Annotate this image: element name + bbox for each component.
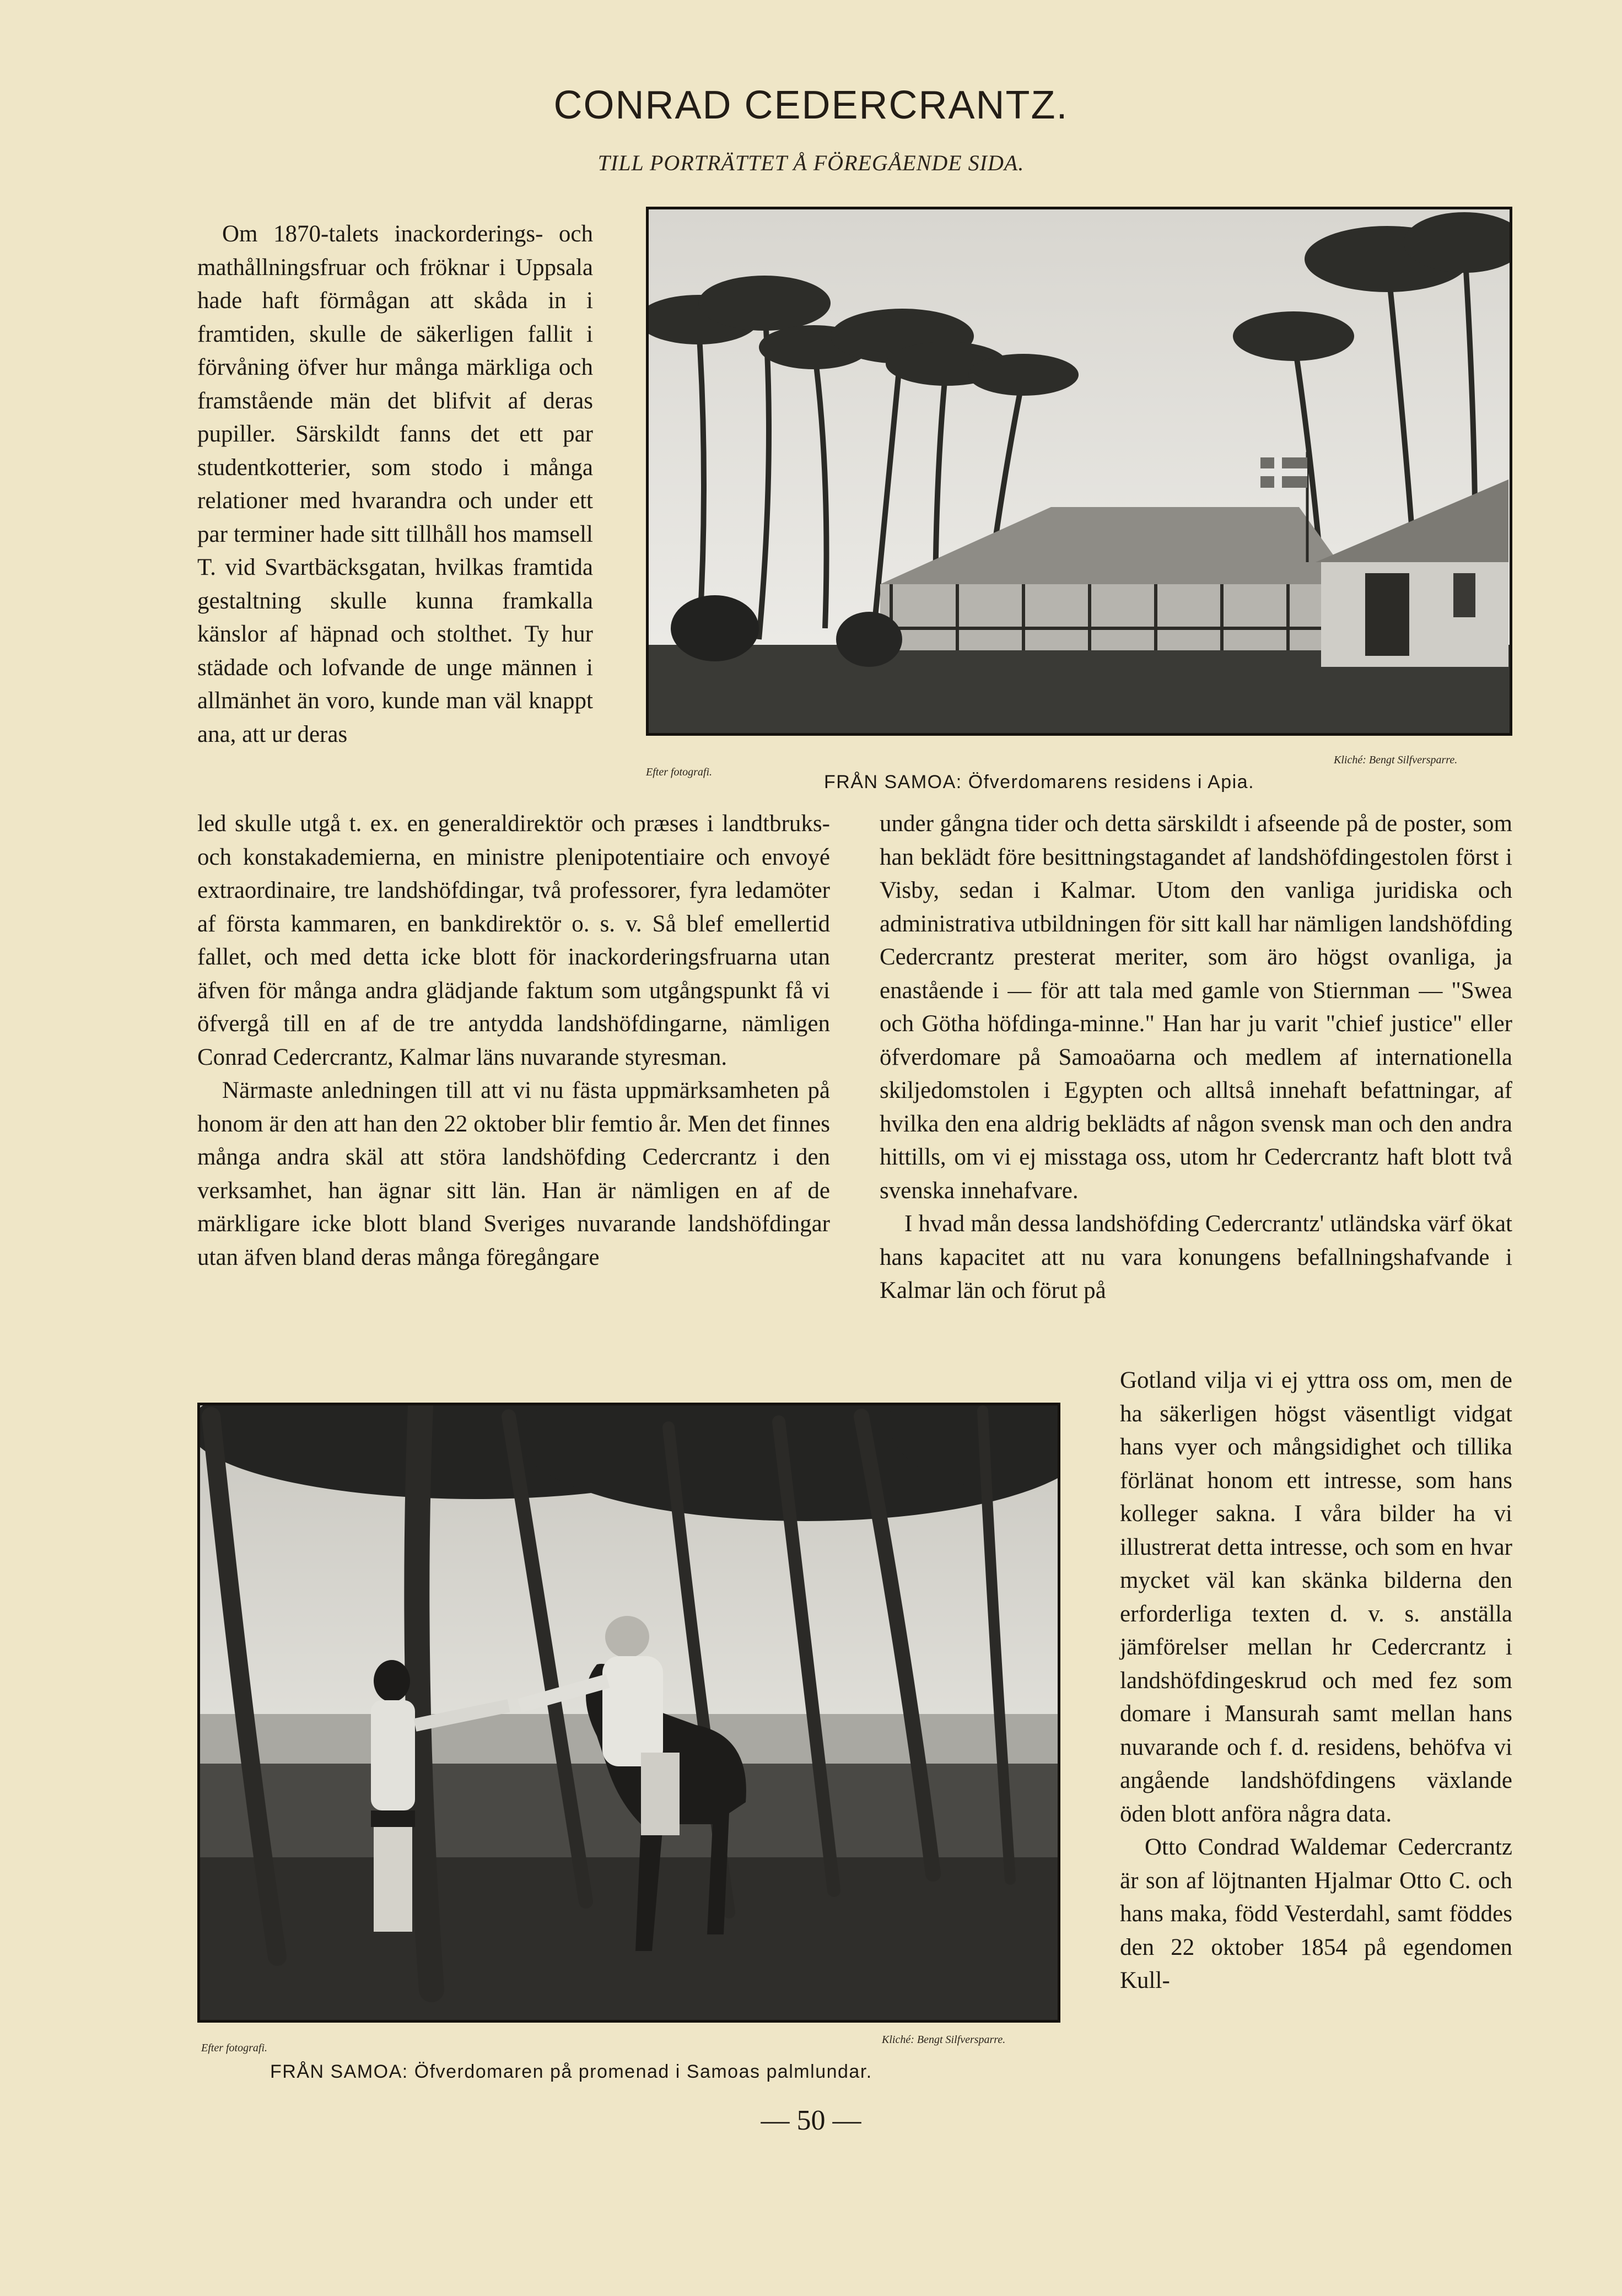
text-right-narrow: [1120, 1364, 1512, 1998]
text-left-narrow: [197, 218, 593, 751]
paragraph-anniversary: Närmaste anledningen till att vi nu fästa uppmärksamheten på honom är den att han den 22 oktober blir femtio år. Men det finnes många andra skäl att störa landshöfding Cedercrantz i den verksamhet, han ägnar sitt län. Han är nämligen en af de märkligare icke blott bland Sveriges nuvarande landshöfdingar utan äfven bland deras många föregångare: [197, 1077, 830, 1270]
paragraph-intro: Om 1870-talets inackorderings- och mathållningsfruar och fröknar i Uppsala hade haft förmågan att skåda in i framtiden, skulle de säkerligen fallit i förvåning öfver hur många märkliga och framstående män det blifvit af deras pupiller. Särskildt fanns det ett par studentkotterier, som stodo i många relationer med hvarandra och under ett par terminer hade sitt tillhåll hos mamsell T. vid Svartbäcksgatan, hvilkas framtida gestaltning skulle kunna framkalla känslor af häpnad och stolthet. Ty hur städade och lofvande de unge männen i allmänhet än voro, kunde man väl knappt ana, att ur deras: [197, 221, 593, 747]
photo-bottom-credit-right: Kliché: Bengt Silfversparre.: [882, 2034, 1006, 2046]
article-title: CONRAD CEDERCRANTZ.: [553, 83, 1069, 127]
paragraph-posts: under gångna tider och detta särskildt i afseende på de poster, som han beklädt före besittningstagandet af landshöfdingestolen först i Visby, sedan i Kalmar. Utom den vanliga juridiska och administrativa utbildningen för sitt kall har nämligen landshöfding Cedercrantz presterat meriter, som äro högst ovanliga, ja enastående i — för att tala med gamle von Stiernman — "Swea och Götha höfdinga-minne." Han har ju varit "chief justice" eller öfverdomare på Samoaöarna och medlem af internationella skiljedomstolen i Egypten och alltså innehaft befattningar, af hvilka den ena aldrig beklädts af någon svensk man och den andra hittills, om vi ej misstaga oss, utom hr Cedercrantz haft blott två svenska innehafvare.: [880, 811, 1512, 1204]
paragraph-biography: Otto Condrad Waldemar Cedercrantz är son af löjtnanten Hjalmar Otto C. och hans maka, född Vesterdahl, samt föddes den 22 oktober 1854 på egendomen Kull-: [1120, 1834, 1512, 1993]
text-right-wide: [880, 807, 1512, 1308]
photo-top-credit-right: Kliché: Bengt Silfversparre.: [1334, 754, 1458, 766]
paragraph-continued: led skulle utgå t. ex. en generaldirektör och præses i landtbruks- och konstakademierna, en ministre plenipotentiaire och envoyé extraordinaire, tre landshöfdingar, två professorer, fyra ledamöter af första kammaren, en bankdirektör o. s. v. Så blef emellertid fallet, och med detta icke blott för inackorderingsfruarna utan äfven för många andra glädjande faktum som utgångspunkt få vi öfvergå till en af de tre antydda landshöfdingarne, nämligen Conrad Cedercrantz, Kalmar läns nuvarande styresman.: [197, 811, 830, 1070]
photo-top-credit-left: Efter fotografi.: [646, 766, 712, 778]
photo-top-caption: FRÅN SAMOA: Öfverdomarens residens i Apia.: [824, 772, 1255, 793]
promenade-image: [200, 1405, 1058, 2020]
residence-image: [649, 209, 1510, 733]
page-number: — 50 —: [761, 2105, 861, 2136]
photo-bottom-credit-left: Efter fotografi.: [201, 2042, 267, 2054]
paragraph-interest: Gotland vilja vi ej yttra oss om, men de ha säkerligen högst väsentligt vidgat hans vyer och mångsidighet och tillika förlänat honom ett intresse, som hans kolleger sakna. I våra bilder ha vi illustrerat detta intresse, och som en hvar mycket väl kan skänka bilderna den erforderliga texten d. v. s. anställa jämförelser mellan hr Cedercrantz i landshöfdingeskrud och med fez som domare i Mansurah samt mellan hans nuvarande och f. d. residens, behöfva vi angående landshöfdingens växlande öden blott anföra några data.: [1120, 1367, 1512, 1827]
text-left-wide: [197, 807, 830, 1274]
paragraph-foreign: I hvad mån dessa landshöfding Cedercrantz' utländska värf ökat hans kapacitet att nu vara konungens befallningshafvande i Kalmar län och förut på: [880, 1211, 1512, 1303]
photo-promenade-samoa: [197, 1403, 1060, 2023]
article-subtitle: TILL PORTRÄTTET Å FÖREGÅENDE SIDA.: [597, 150, 1025, 175]
photo-residence-apia: [646, 207, 1512, 736]
photo-bottom-caption: FRÅN SAMOA: Öfverdomaren på promenad i Samoas palmlundar.: [270, 2061, 872, 2082]
